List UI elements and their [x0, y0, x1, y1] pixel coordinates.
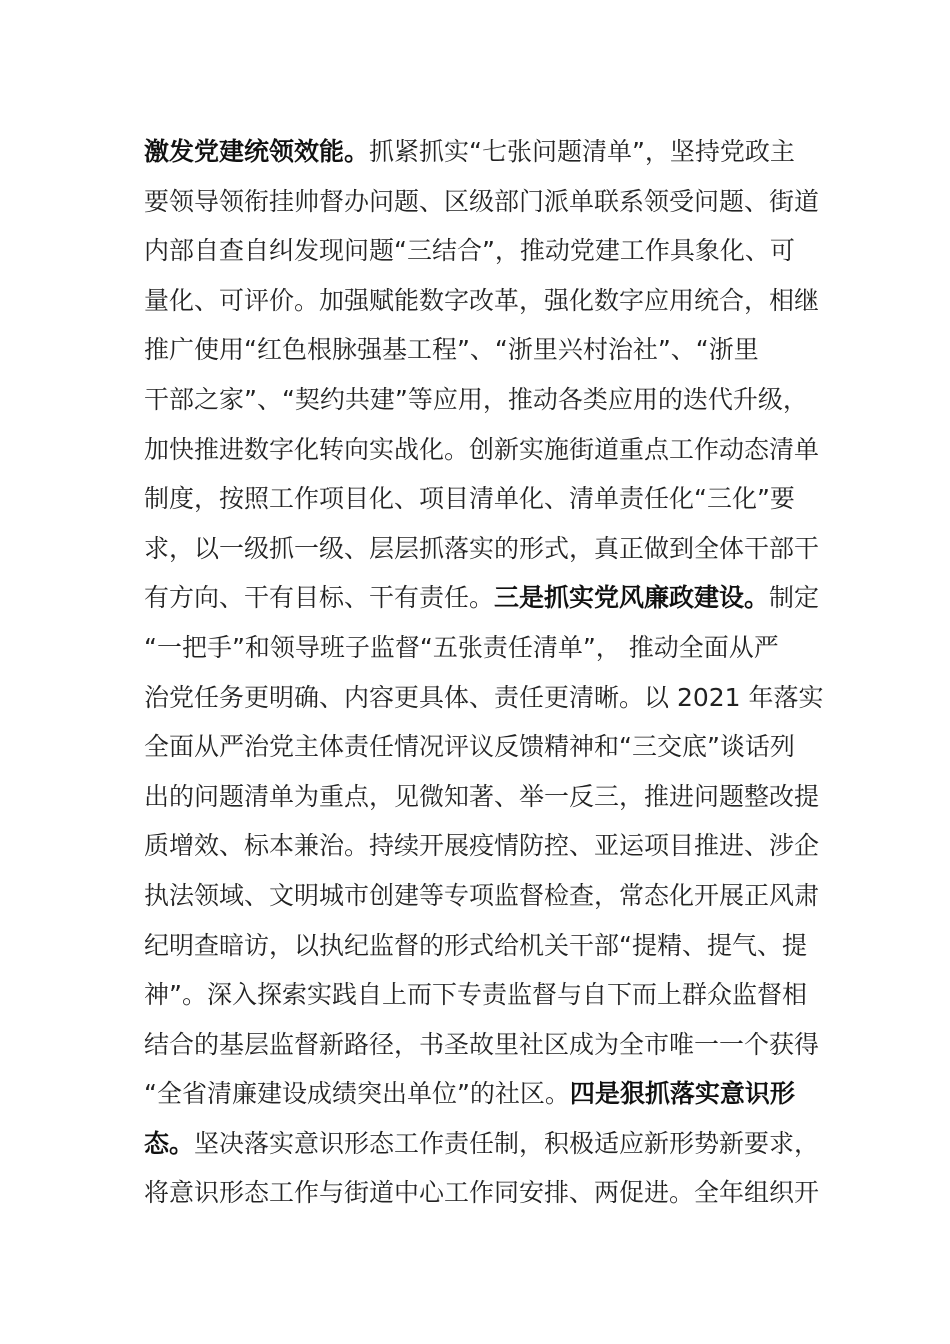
text-line — [144, 921, 807, 971]
bold-heading-text: 四是狠抓落实意识形 — [569, 1079, 795, 1109]
body-text-run: 出的问题清单为重点，见微知著、举一反三，推进问题整改提 — [144, 781, 820, 811]
body-text-run: 将意识形态工作与街道中心工作同安排、两促进。全年组织开 — [144, 1178, 820, 1208]
text-line — [144, 226, 804, 276]
text-line — [144, 276, 820, 326]
text-line — [144, 1119, 820, 1169]
body-text — [144, 127, 824, 1218]
body-text-run: 坚决落实意识形态工作责任制，积极适应新形势新要求， — [194, 1128, 820, 1158]
text-line — [144, 375, 808, 425]
text-line — [144, 722, 804, 772]
body-text-run: 推广使用“红色根脉强基工程”、“浙里兴村治社”、“浙里 — [144, 335, 759, 365]
text-line — [144, 325, 804, 375]
body-text-run: 求，以一级抓一级、层层抓落实的形式，真正做到全体干部干 — [144, 533, 820, 563]
text-line — [144, 821, 820, 871]
body-text-run: 纪明查暗访，以执纪监督的形式给机关干部“提精、提气、提 — [144, 930, 807, 960]
text-line — [144, 772, 820, 822]
body-text-run: 神”。深入探索实践自上而下专责监督与自下而上群众监督相 — [144, 980, 807, 1010]
body-text-run: 质增效、标本兼治。持续开展疫情防控、亚运项目推进、涉企 — [144, 831, 820, 861]
body-text-run: 内部自查自纠发现问题“三结合”，推动党建工作具象化、可 — [144, 236, 795, 266]
body-text-run: “一把手”和领导班子监督“五张责任清单”， 推动全面从严 — [144, 632, 779, 662]
text-line — [144, 474, 804, 524]
text-line — [144, 871, 820, 921]
text-line — [144, 127, 804, 177]
bold-heading-text: 激发党建统领效能。 — [144, 137, 370, 166]
text-line — [144, 1020, 820, 1070]
body-text-run: 量化、可评价。加强赋能数字改革，强化数字应用统合，相继 — [144, 285, 820, 315]
text-line — [144, 673, 824, 723]
body-text-run: 制度，按照工作项目化、项目清单化、清单责任化“三化”要 — [144, 484, 795, 514]
body-text-run: 治党任务更明确、内容更具体、责任更清晰。以 2021 年落实 — [144, 682, 824, 712]
text-line — [144, 177, 820, 227]
text-line — [144, 573, 820, 623]
body-text-run: 要领导领衔挂帅督办问题、区级部门派单联系领受问题、街道 — [144, 186, 820, 216]
text-line — [144, 425, 820, 475]
text-line — [144, 623, 804, 673]
body-text-run: “全省清廉建设成绩突出单位”的社区。 — [144, 1079, 570, 1109]
bold-heading-text: 三是抓实党风廉政建设。 — [494, 583, 770, 613]
text-line — [144, 970, 807, 1020]
text-line — [144, 524, 820, 574]
bold-heading-text: 态。 — [144, 1128, 195, 1158]
body-text-run: 制定 — [769, 583, 820, 613]
text-line — [144, 1069, 804, 1119]
body-text-run: 抓紧抓实“七张问题清单”，坚持党政主 — [369, 137, 795, 166]
body-text-run: 结合的基层监督新路径，书圣故里社区成为全市唯一一个获得 — [144, 1029, 820, 1059]
body-text-run: 加快推进数字化转向实战化。创新实施街道重点工作动态清单 — [144, 434, 820, 464]
text-line — [144, 1168, 820, 1218]
body-text-run: 有方向、干有目标、干有责任。 — [144, 583, 495, 613]
body-text-run: 干部之家”、“契约共建”等应用，推动各类应用的迭代升级， — [144, 384, 808, 414]
body-text-run: 执法领域、文明城市创建等专项监督检查，常态化开展正风肃 — [144, 880, 820, 910]
body-text-run: 全面从严治党主体责任情况评议反馈精神和“三交底”谈话列 — [144, 732, 795, 762]
